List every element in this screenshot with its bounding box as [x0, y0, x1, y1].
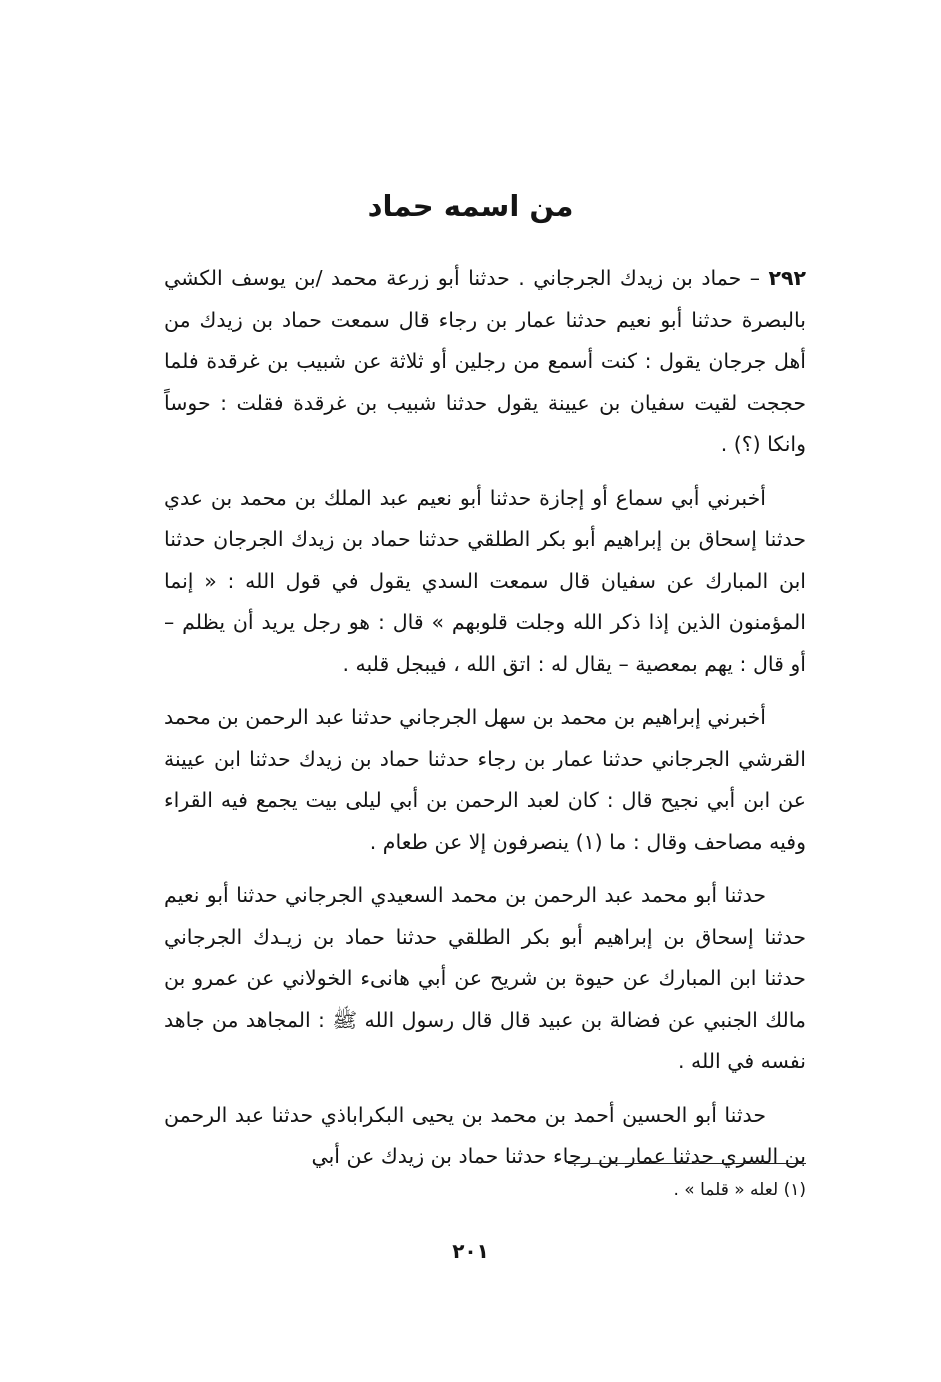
section-heading: من اسمه حماد [367, 189, 574, 223]
footnote: (١) لعله « قلما » . [673, 1180, 806, 1200]
entry-number: ٢٩٢ [768, 266, 806, 290]
footnote-divider [568, 1163, 806, 1164]
paragraph: أخبرني أبي سماع أو إجازة حدثنا أبو نعيم عبد الملك بن محمد بن عدي حدثنا إسحاق بن إبراهيم أبو بكر الطلقي حدثنا حماد بن زيدك الجرجان حدثنا ابن المبارك عن سفيان قال سمعت السدي يقول في قول الله : « إنما المؤمنون الذين إذا ذكر الله وجلت قلوبهم » قال : هو رجل يريد أن يظلم – أو قال : يهم بمعصية – يقال له : اتق الله ، فيبجل قلبه . [164, 485, 806, 676]
paragraph: أخبرني إبراهيم بن محمد بن سهل الجرجاني حدثنا عبد الرحمن بن محمد القرشي الجرجاني حدثنا عمار بن رجاء حدثنا حماد بن زيدك حدثنا ابن عيينة عن ابن أبي نجيح قال : كان لعبد الرحمن بن أبي ليلى بيت يجمع فيه القراء وفيه مصاحف وقال : ما (١) ينصرفون إلا عن طعام . [164, 705, 806, 854]
paragraph: حدثنا أبو الحسين أحمد بن محمد بن يحيى البكراباذي حدثنا عبد الرحمن بن السري حدثنا عمار بن رجاء حدثنا حماد بن زيدك عن أبي [164, 1102, 806, 1168]
paragraph-text: – حماد بن زيدك الجرجاني . حدثنا أبو زرعة محمد /بن يوسف الكشي بالبصرة حدثنا أبو نعيم حدثنا عمار بن رجاء قال سمعت حماد بن زيدك من أهل جرجان يقول : كنت أسمع من رجلين أو ثلاثة عن شبيب بن غرقدة فلما حججت لقيت سفيان بن عيينة يقول حدثنا شبيب بن غرقدة فقلت : حوساً وانكا (؟) . [164, 266, 806, 456]
paragraph: حدثنا أبو محمد عبد الرحمن بن محمد السعيدي الجرجاني حدثنا أبو نعيم حدثنا إسحاق بن إبراهيم أبو بكر الطلقي حدثنا حماد بن زيـدك الجرجاني حدثنا ابن المبارك عن حيوة بن شريح عن أبي هانىء الخولاني عن عمرو بن مالك الجنبي عن فضالة بن عبيد قال قال رسول الله ﷺ : المجاهد من جاهد نفسه في الله . [164, 883, 806, 1073]
entry-paragraph [164, 258, 806, 466]
page-number: ٢٠١ [452, 1239, 489, 1263]
main-text [164, 258, 806, 1190]
